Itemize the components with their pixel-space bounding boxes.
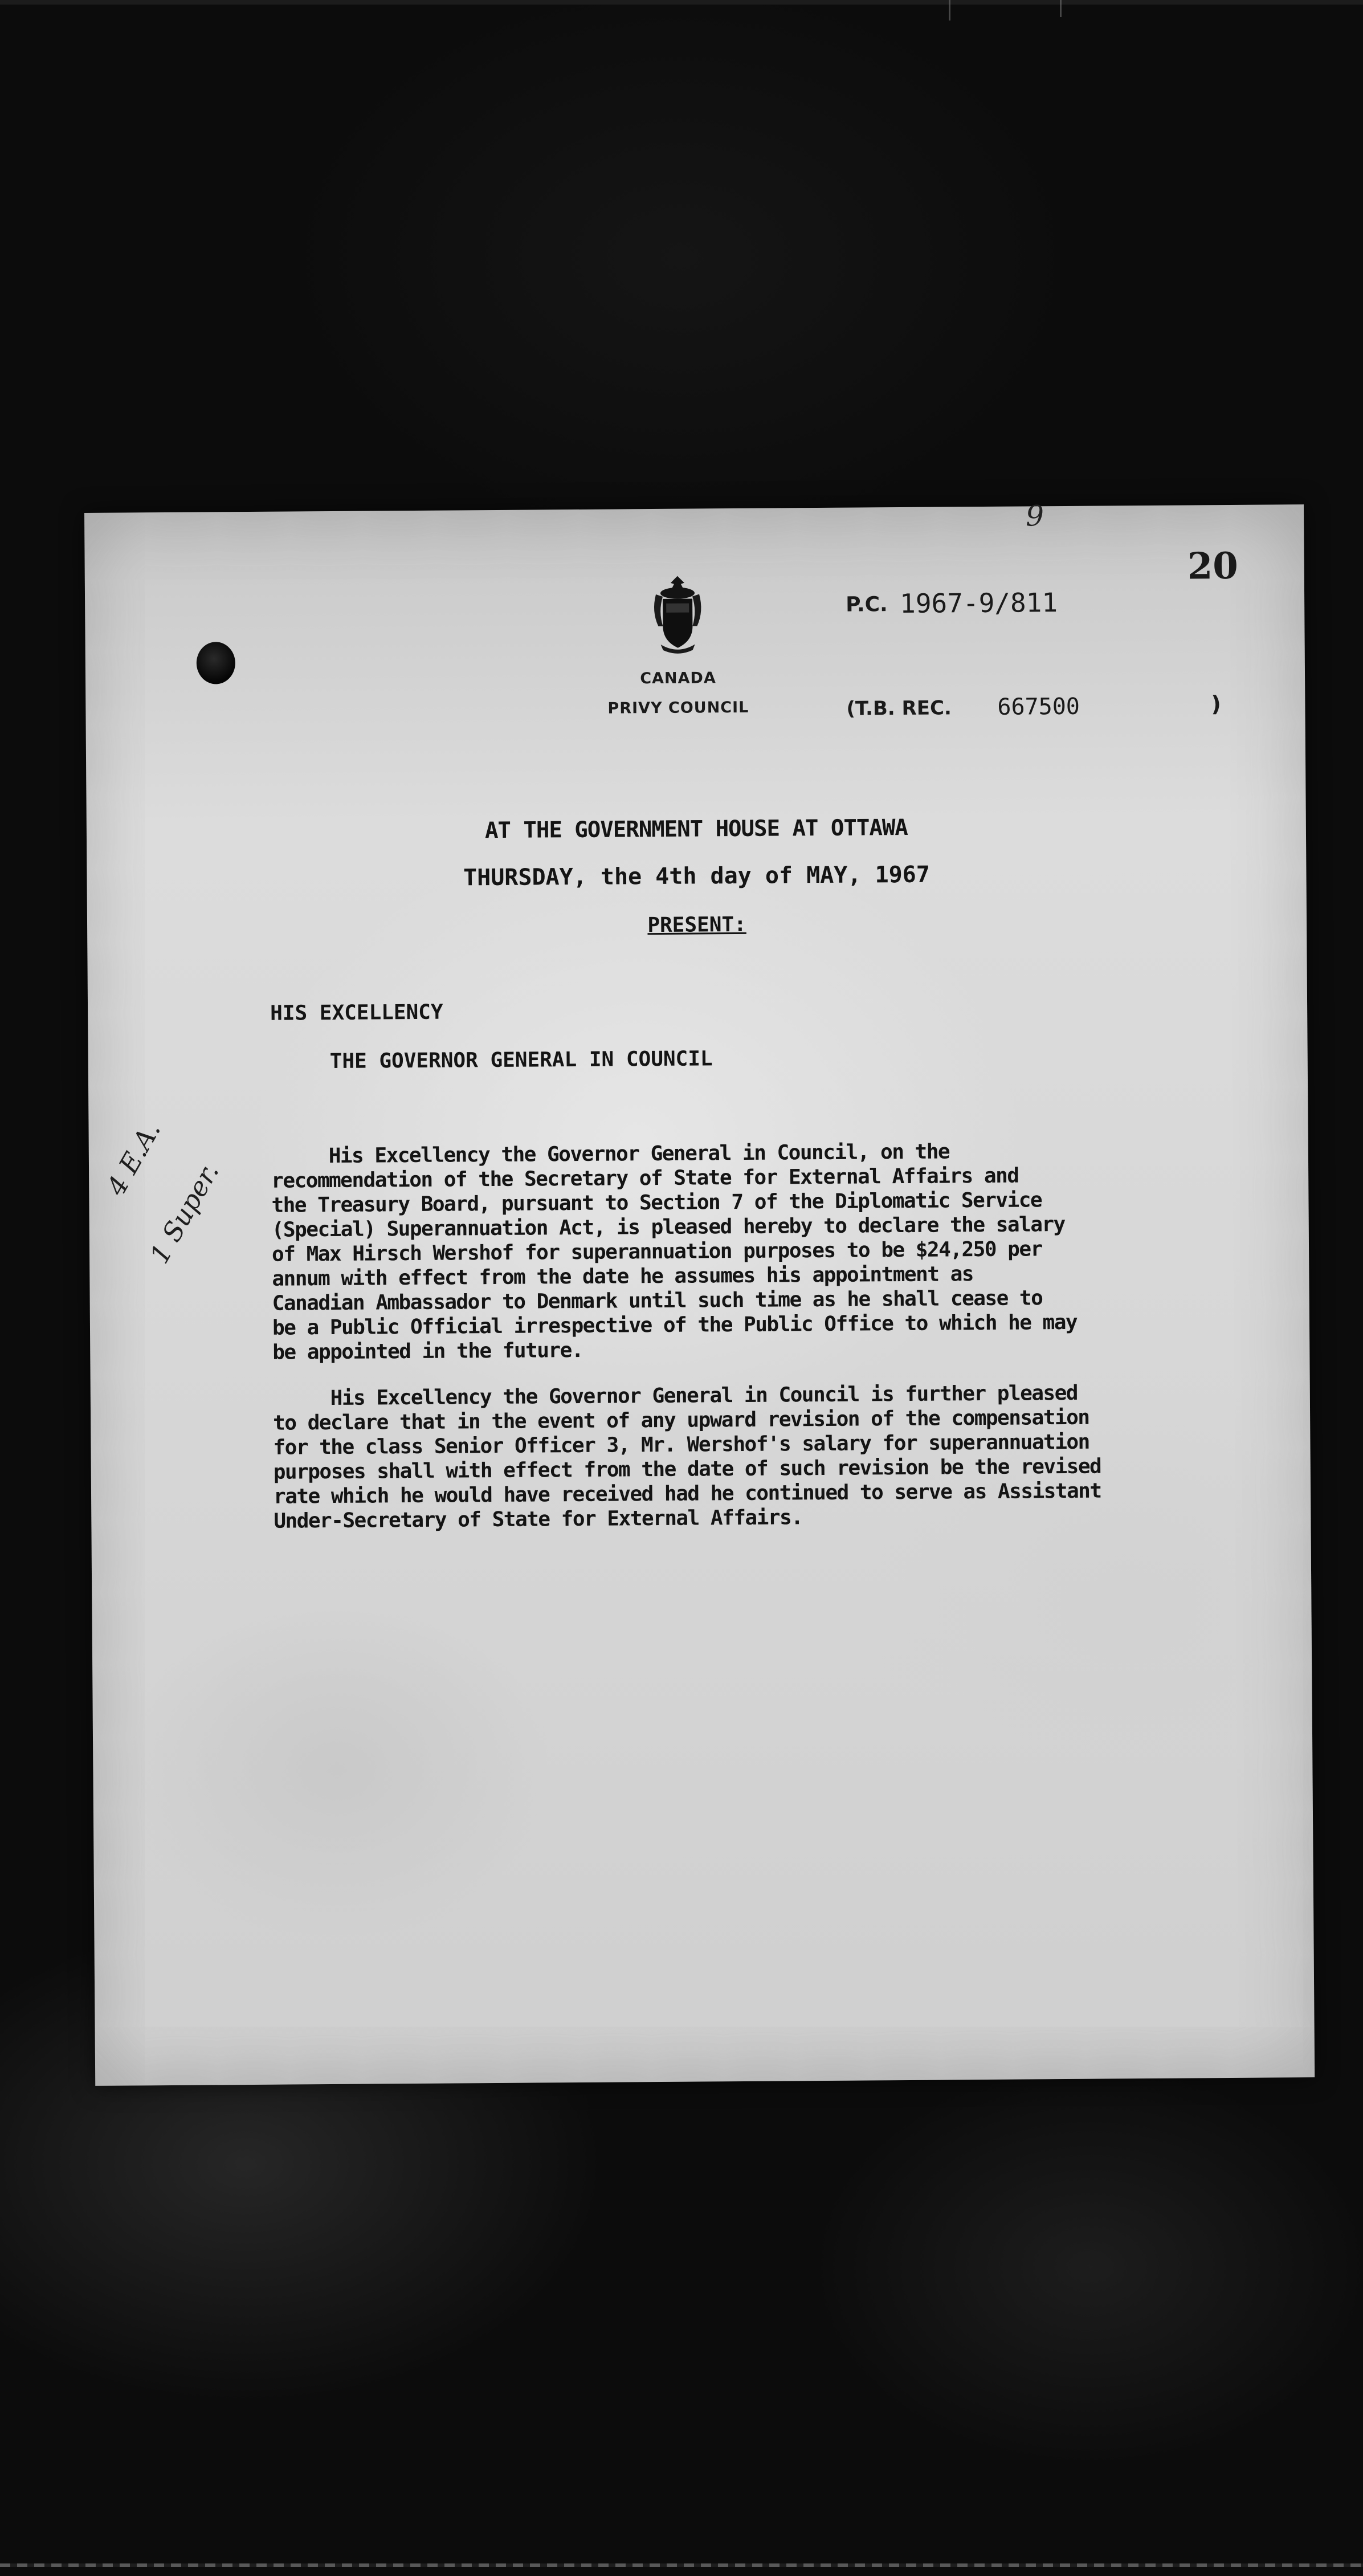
paragraph-line: to declare that in the event of any upward revision of the compensation: [273, 1405, 1089, 1435]
page-number: 20: [1187, 544, 1239, 588]
film-scratch: [1060, 0, 1062, 17]
paragraph-line: His Excellency the Governor General in Council, on the: [271, 1140, 950, 1168]
paragraph-line: recommendation of the Secretary of State for External Affairs and: [271, 1164, 1019, 1193]
crest-country-label: CANADA: [640, 669, 716, 688]
coat-of-arms-icon: [643, 571, 712, 657]
paragraph-line: the Treasury Board, pursuant to Section 7 of the Diplomatic Service: [271, 1188, 1042, 1217]
film-scratch: [949, 0, 950, 21]
date-line: THURSDAY, the 4th day of MAY, 1967: [463, 861, 931, 891]
treasury-board-close-paren: ): [1211, 691, 1221, 717]
paragraph-line: rate which he would have received had he continued to serve as Assistant: [273, 1479, 1101, 1509]
treasury-board-number: 667500: [997, 693, 1080, 720]
paragraph-line: annum with effect from the date he assumes his appointment as: [272, 1262, 974, 1291]
punch-hole: [197, 642, 236, 684]
treasury-board-label: (T.B. REC.: [846, 696, 952, 720]
present-heading: PRESENT:: [647, 912, 746, 938]
handwritten-folio-number: 9: [1025, 499, 1044, 533]
film-edge-bottom: [0, 2563, 1363, 2567]
venue-heading: AT THE GOVERNMENT HOUSE AT OTTAWA: [484, 814, 908, 844]
paragraph-line: Under-Secretary of State for External Affairs.: [274, 1506, 803, 1533]
paragraph-salary-declaration: [271, 1139, 1078, 1365]
order-label: P.C.: [846, 593, 888, 617]
paragraph-revision-clause: [273, 1381, 1101, 1534]
paragraph-line: His Excellency the Governor General in Council is further pleased: [272, 1381, 1078, 1411]
paragraph-line: be a Public Official irrespective of the Public Office to which he may: [272, 1310, 1078, 1340]
order-number: 1967-9/811: [899, 587, 1058, 619]
document-page: [84, 499, 1315, 2086]
film-edge-top: [0, 0, 1363, 5]
paragraph-line: purposes shall with effect from the date of such revision be the revised: [273, 1454, 1101, 1484]
paragraph-line: (Special) Superannuation Act, is pleased hereby to declare the salary: [271, 1213, 1065, 1242]
margin-note: 4 E.A.: [100, 1116, 167, 1201]
paragraph-line: Canadian Ambassador to Denmark until such time as he shall cease to: [272, 1286, 1043, 1315]
his-excellency-heading: HIS EXCELLENCY: [270, 1000, 443, 1025]
paragraph-line: be appointed in the future.: [272, 1338, 583, 1364]
paragraph-line: of Max Hirsch Wershof for superannuation purposes to be $24,250 per: [271, 1237, 1042, 1266]
margin-note: 1 Super.: [144, 1157, 225, 1269]
governor-general-heading: THE GOVERNOR GENERAL IN COUNCIL: [329, 1047, 713, 1074]
paragraph-line: for the class Senior Officer 3, Mr. Wershof's salary for superannuation: [273, 1430, 1089, 1460]
crest-council-label: PRIVY COUNCIL: [607, 698, 749, 718]
